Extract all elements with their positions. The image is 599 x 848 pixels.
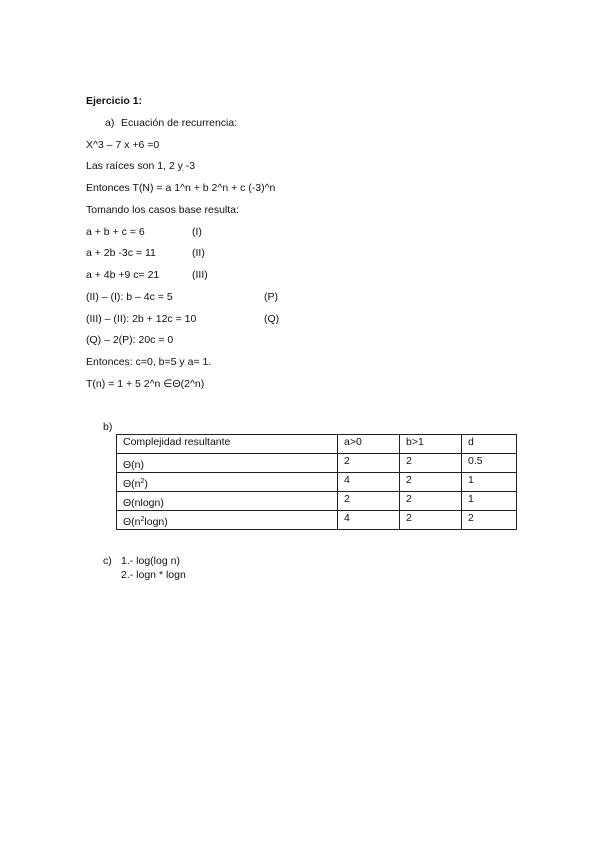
complexity-cell bbox=[117, 454, 338, 473]
equation-p-tag: (P) bbox=[264, 291, 278, 303]
equation-i: a + b + c = 6 bbox=[86, 226, 145, 238]
equation-ii: a + 2b -3c = 11 bbox=[86, 247, 156, 259]
a-cell: 4 bbox=[338, 511, 400, 530]
complexity-tail: ) bbox=[140, 459, 145, 471]
a-cell: 2 bbox=[338, 492, 400, 511]
part-c-item-1: 1.- log(log n) bbox=[121, 555, 180, 567]
table-header-row bbox=[117, 435, 517, 454]
table-row bbox=[117, 492, 517, 511]
header-complexity: Complejidad resultante bbox=[117, 435, 338, 454]
complexity-base: Θ(n bbox=[123, 459, 141, 471]
equation-p: (II) – (I): b – 4c = 5 bbox=[86, 291, 173, 303]
part-a-heading: Ecuación de recurrencia: bbox=[121, 117, 238, 129]
equation-ii-tag: (II) bbox=[192, 247, 205, 259]
complexity-base: Θ(nlogn bbox=[123, 497, 161, 509]
exercise-title: Ejercicio 1: bbox=[86, 95, 143, 107]
complexity-cell bbox=[117, 473, 338, 492]
d-cell: 1 bbox=[462, 492, 517, 511]
equation-q: (III) – (II): 2b + 12c = 10 bbox=[86, 313, 197, 325]
complexity-base: Θ(n bbox=[123, 478, 141, 490]
part-c-label: c) bbox=[103, 555, 112, 567]
b-cell: 2 bbox=[400, 473, 462, 492]
equation-iii-tag: (III) bbox=[192, 269, 208, 281]
complexity-tail: ) bbox=[160, 497, 164, 509]
table-row bbox=[117, 454, 517, 473]
equation-iii: a + 4b +9 c= 21 bbox=[86, 269, 160, 281]
d-cell: 2 bbox=[462, 511, 517, 530]
equation-q-tag: (Q) bbox=[264, 313, 280, 325]
complexity-cell bbox=[117, 492, 338, 511]
table-row bbox=[117, 473, 517, 492]
roots-text: Las raíces son 1, 2 y -3 bbox=[86, 160, 196, 172]
general-solution: Entonces T(N) = a 1^n + b 2^n + c (-3)^n bbox=[86, 182, 276, 194]
complexity-exponent: 2 bbox=[140, 478, 145, 485]
d-cell: 0.5 bbox=[462, 454, 517, 473]
part-b-label: b) bbox=[103, 421, 113, 433]
complexity-tail: ) bbox=[144, 478, 148, 490]
header-b: b>1 bbox=[400, 435, 462, 454]
complexity-base: Θ(n bbox=[123, 516, 141, 528]
equation-i-tag: (I) bbox=[192, 226, 202, 238]
complexity-exponent: 2 bbox=[140, 516, 145, 523]
characteristic-equation: X^3 – 7 x +6 =0 bbox=[86, 139, 160, 151]
coefficients-result: Entonces: c=0, b=5 y a= 1. bbox=[86, 356, 212, 368]
b-cell: 2 bbox=[400, 511, 462, 530]
d-cell: 1 bbox=[462, 473, 517, 492]
final-solution: T(n) = 1 + 5 2^n ∈Θ(2^n) bbox=[86, 378, 205, 390]
a-cell: 2 bbox=[338, 454, 400, 473]
solve-c: (Q) – 2(P): 20c = 0 bbox=[86, 334, 174, 346]
b-cell: 2 bbox=[400, 492, 462, 511]
complexity-cell bbox=[117, 511, 338, 530]
header-d: d bbox=[462, 435, 517, 454]
b-cell: 2 bbox=[400, 454, 462, 473]
a-cell: 4 bbox=[338, 473, 400, 492]
header-a: a>0 bbox=[338, 435, 400, 454]
complexity-tail: logn) bbox=[144, 516, 168, 528]
table-row bbox=[117, 511, 517, 530]
part-c-item-2: 2.- logn * logn bbox=[121, 569, 186, 581]
part-a-label: a) bbox=[105, 117, 115, 129]
base-cases-text: Tomando los casos base resulta: bbox=[86, 204, 239, 216]
complexity-table bbox=[116, 434, 517, 530]
